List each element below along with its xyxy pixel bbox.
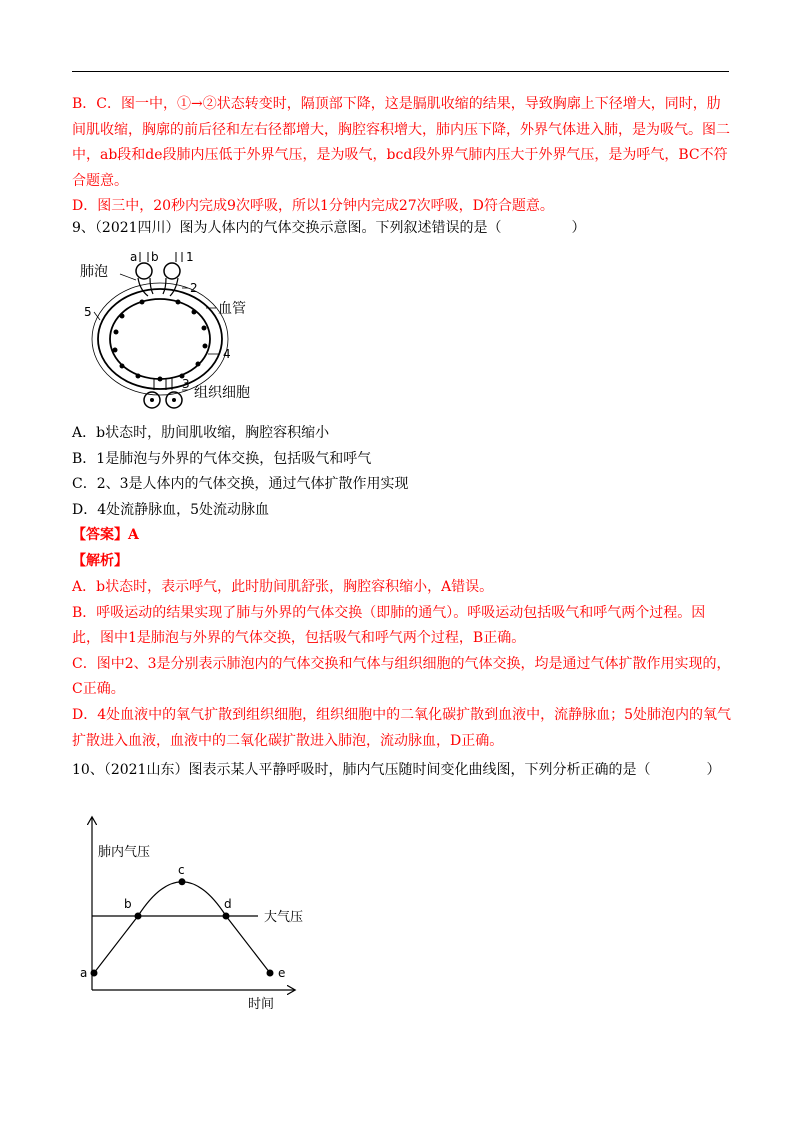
label-blood-vessel: 血管 (218, 301, 246, 317)
point-a (91, 970, 98, 977)
mark-1: 1 (186, 250, 194, 264)
option-d: D．4处流静脉血，5处流动脉血 (72, 501, 270, 518)
answer-label: 【答案】A (72, 527, 139, 544)
point-label-b: b (124, 897, 132, 911)
mark-2: 2 (190, 281, 198, 295)
point-label-e: e (278, 966, 286, 980)
option-a: A．b状态时，肋间肌收缩，胸腔容积缩小 (72, 425, 330, 441)
alveolus-right (164, 263, 180, 279)
mark-b: b (151, 250, 159, 264)
point-e (267, 970, 274, 977)
option-c: C．2、3是人体内的气体交换，通过气体扩散作用实现 (72, 476, 409, 493)
question-9-text: 9、（2021四川）图为人体内的气体交换示意图。下列叙述错误的是（ ） (72, 220, 586, 236)
question-9-options (72, 421, 732, 575)
mark-5: 5 (84, 305, 92, 319)
question-9-stem (72, 216, 732, 242)
analysis-c: C．图中2、3是分别表示肺泡内的气体交换和气体与组织细胞的气体交换，均是通过气体扩散作用实现的，C正确。 (72, 655, 731, 698)
explanation-d: D．图三中，20秒内完成9次呼吸，所以1分钟内完成27次呼吸，D符合题意。 (72, 198, 554, 215)
option-b: B．1是肺泡与外界的气体交换，包括吸气和呼气 (72, 450, 372, 467)
question-10-stem (72, 758, 732, 784)
y-axis-label: 肺内气压 (98, 845, 151, 860)
mark-3: 3 (182, 377, 190, 391)
question-9-analysis (72, 575, 732, 754)
point-label-a: a (80, 966, 88, 980)
lung-pressure-chart (72, 812, 332, 1012)
label-tissue-cell: 组织细胞 (194, 385, 250, 401)
pressure-curve (94, 882, 270, 973)
x-axis-label: 时间 (248, 997, 275, 1012)
analysis-b: B．呼吸运动的结果实现了肺与外界的气体交换（即肺的通气）。呼吸运动包括吸气和呼气两个过程。因此，图中1是肺泡与外界的气体交换，包括吸气和呼气两个过程，B正确。 (72, 604, 706, 647)
label-alveolus: 肺泡 (80, 264, 108, 280)
point-label-c: c (178, 862, 185, 877)
reference-label: 大气压 (264, 910, 304, 925)
previous-explanation (72, 92, 732, 220)
mark-4: 4 (223, 347, 231, 361)
blood-vessel-outer (98, 289, 222, 389)
alveolus-left (136, 263, 152, 279)
point-c (179, 878, 186, 885)
question-10-text: 10、（2021山东）图表示某人平静呼吸时，肺内气压随时间变化曲线图，下列分析正确的是（ ） (72, 762, 721, 778)
analysis-d: D．4处血液中的氧气扩散到组织细胞，组织细胞中的二氧化碳扩散到血液中，流静脉血；5处肺泡内的氧气扩散进入血液，血液中的二氧化碳扩散进入肺泡，流动脉血，D正确。 (72, 706, 732, 749)
point-d (223, 913, 230, 920)
analysis-a: A．b状态时，表示呼气，此时肋间肌舒张，胸腔容积缩小，A错误。 (72, 579, 494, 595)
point-b (135, 913, 142, 920)
gas-exchange-diagram (78, 250, 308, 410)
explanation-bc: B．C．图一中，①→②状态转变时，隔顶部下降，这是膈肌收缩的结果，导致胸廓上下径增大，同时，肋间肌收缩，胸廓的前后径和左右径都增大，胸腔容积增大，肺内压下降，外界气体进入肺，是为吸气。图二中，ab段和de段肺内压低于外界气压，是为吸气，bcd段外界气肺内压大于外界气压，是为呼气，BC不符合题意。 (72, 96, 730, 189)
analysis-title: 【解析】 (72, 552, 128, 569)
point-label-d: d (224, 897, 232, 911)
header-rule (72, 71, 729, 72)
mark-a: a (130, 250, 138, 264)
